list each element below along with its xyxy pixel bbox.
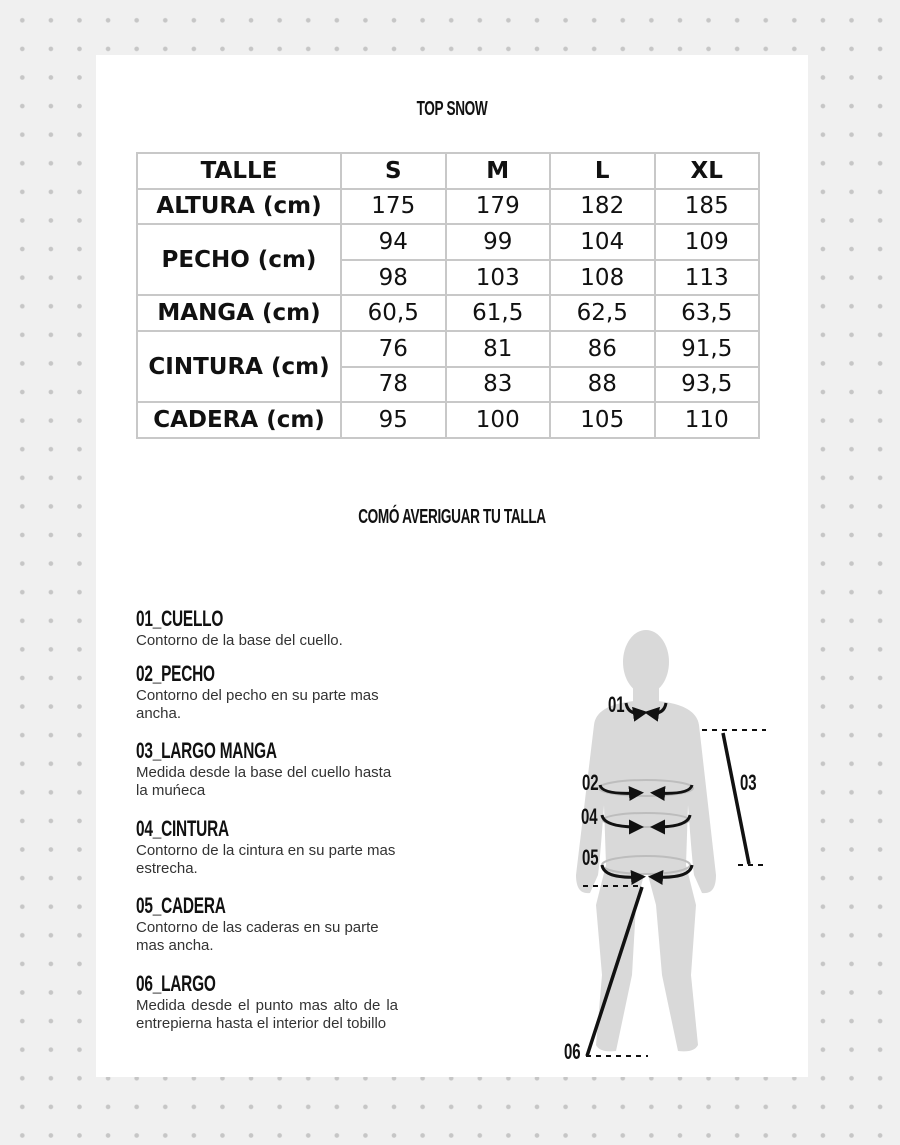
size-table (136, 152, 760, 439)
list-item (136, 739, 406, 800)
measurement-description: Contorno de las caderas en su parte mas ancha. (136, 919, 379, 954)
header-talle: TALLE (137, 153, 341, 189)
table-cell: 100 (446, 402, 551, 438)
table-cell: 108 (550, 260, 655, 296)
table-cell: 99 (446, 224, 551, 260)
table-cell: 103 (446, 260, 551, 296)
table-cell: 61,5 (446, 295, 551, 331)
measurement-description: Contorno de la cintura en su parte mas estrecha. (136, 842, 396, 877)
figure-label-05: 05 (582, 845, 599, 870)
measurement-title: 01_CUELLO (136, 606, 224, 631)
table-cell: 76 (341, 331, 446, 367)
figure-label-04: 04 (581, 804, 598, 829)
table-cell: 78 (341, 367, 446, 403)
figure-label-02: 02 (582, 770, 599, 795)
list-item (136, 894, 406, 955)
row-label-cadera: CADERA (cm) (137, 402, 341, 438)
guide-title: COMÓ AVERIGUAR TU TALLA (358, 506, 546, 528)
table-row-altura (137, 189, 759, 225)
figure-label-01: 01 (608, 692, 625, 717)
list-item (136, 972, 406, 1033)
measurement-description: Medida desde el punto mas alto de la entrepierna hasta el interior del tobillo (136, 997, 398, 1032)
measurement-description: Contorno de la base del cuello. (136, 632, 343, 649)
table-cell: 91,5 (655, 331, 760, 367)
body-measurement-figure (556, 575, 806, 1085)
product-title: TOP SNOW (416, 98, 488, 120)
table-cell: 104 (550, 224, 655, 260)
table-row-pecho (137, 224, 759, 260)
table-cell: 98 (341, 260, 446, 296)
table-cell: 179 (446, 189, 551, 225)
row-label-manga: MANGA (cm) (137, 295, 341, 331)
table-cell: 86 (550, 331, 655, 367)
header-size-xl: XL (655, 153, 760, 189)
measurement-title: 06_LARGO (136, 971, 216, 996)
body-silhouette (576, 630, 716, 1051)
measurement-description: Medida desde la base del cuello hasta la muńeca (136, 764, 392, 799)
table-cell: 182 (550, 189, 655, 225)
figure-label-03: 03 (740, 770, 757, 795)
measurement-title: 02_PECHO (136, 661, 215, 686)
row-label-pecho: PECHO (cm) (137, 224, 341, 295)
header-size-m: M (446, 153, 551, 189)
list-item (136, 817, 406, 878)
table-cell: 95 (341, 402, 446, 438)
list-item (136, 662, 406, 723)
measurement-title: 04_CINTURA (136, 816, 229, 841)
table-cell: 185 (655, 189, 760, 225)
size-guide-card (96, 55, 808, 1077)
header-size-s: S (341, 153, 446, 189)
row-label-cintura: CINTURA (cm) (137, 331, 341, 402)
measurement-title: 03_LARGO MANGA (136, 738, 277, 763)
table-cell: 94 (341, 224, 446, 260)
size-table-header (137, 153, 759, 189)
row-label-altura: ALTURA (cm) (137, 189, 341, 225)
header-size-l: L (550, 153, 655, 189)
table-cell: 88 (550, 367, 655, 403)
table-cell: 93,5 (655, 367, 760, 403)
table-cell: 109 (655, 224, 760, 260)
table-cell: 60,5 (341, 295, 446, 331)
table-row-cintura (137, 331, 759, 367)
table-cell: 105 (550, 402, 655, 438)
table-cell: 62,5 (550, 295, 655, 331)
table-cell: 63,5 (655, 295, 760, 331)
list-item (136, 607, 406, 650)
measurement-description: Contorno del pecho en su parte mas ancha. (136, 687, 379, 722)
table-cell: 175 (341, 189, 446, 225)
table-cell: 110 (655, 402, 760, 438)
table-row-cadera (137, 402, 759, 438)
figure-label-06: 06 (564, 1039, 581, 1064)
table-cell: 83 (446, 367, 551, 403)
table-cell: 113 (655, 260, 760, 296)
table-row-manga (137, 295, 759, 331)
table-cell: 81 (446, 331, 551, 367)
measurement-title: 05_CADERA (136, 893, 226, 918)
